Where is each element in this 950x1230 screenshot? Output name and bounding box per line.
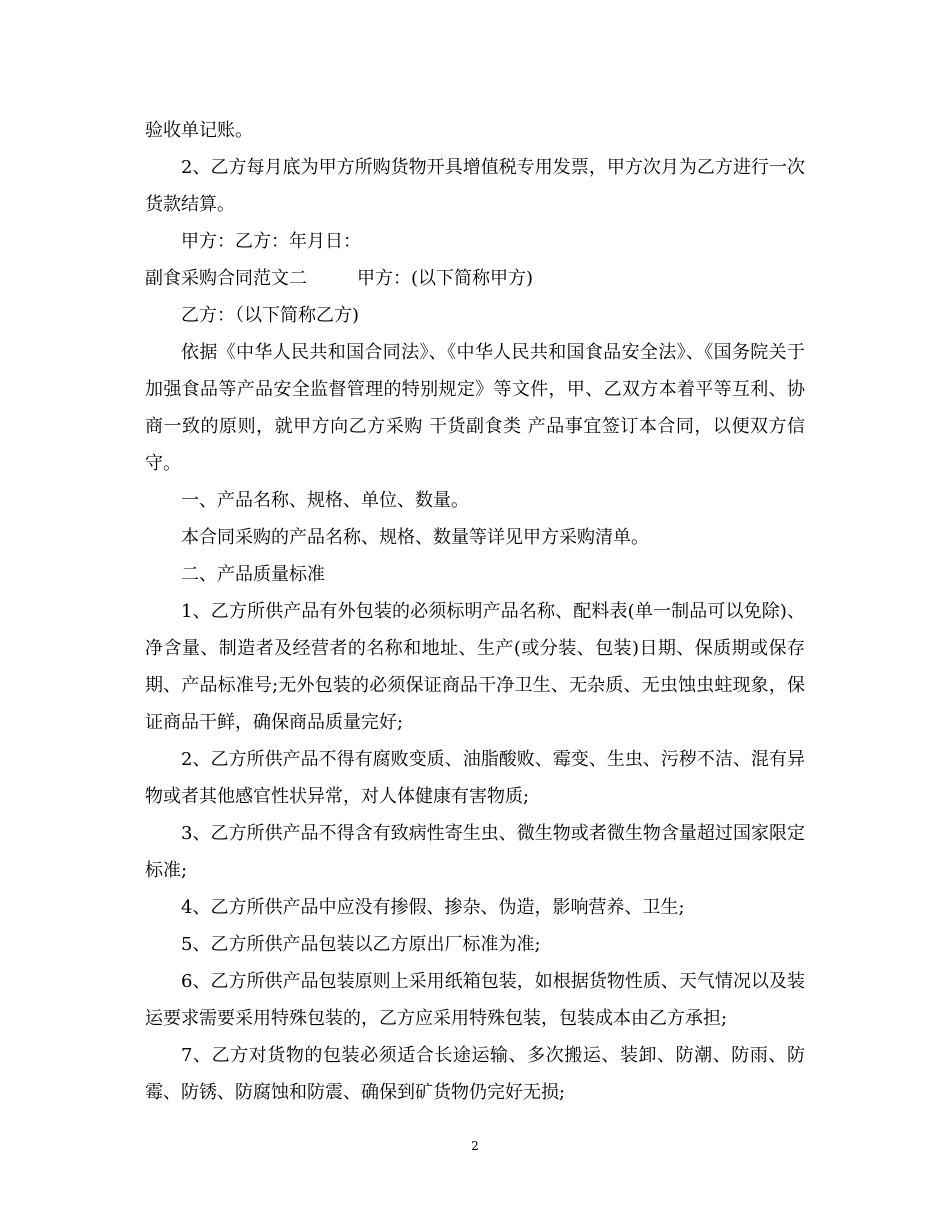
clause-5: 5、乙方所供产品包装以乙方原出厂标准为准; [181, 934, 541, 955]
paragraph-2: 2、乙方每月底为甲方所购货物开具增值税专用发票，甲方次月为乙方进行一次货款结算。 [145, 157, 805, 215]
signature-line: 甲方：乙方：年月日： [181, 231, 361, 252]
paragraph-1: 验收单记账。 [145, 120, 253, 141]
heading-line [145, 260, 805, 297]
clause-6: 6、乙方所供产品包装原则上采用纸箱包装，如根据货物性质、天气情况以及装运要求需要采用特殊包装的，乙方应采用特殊包装，包装成本由乙方承担; [145, 971, 805, 1029]
clause-1: 1、乙方所供产品有外包装的必须标明产品名称、配料表(单一制品可以免除)、净含量、制造者及经营者的名称和地址、生产(或分装、包装)日期、保质期或保存期、产品标准号;无外包装的必须保证商品干净卫生、无杂质、无虫蚀虫蛀现象，保证商品干鲜，确保商品质量完好; [145, 601, 805, 733]
party-a-label: 甲方：(以下简称甲方) [357, 268, 534, 289]
clause-4: 4、乙方所供产品中应没有掺假、掺杂、伪造，影响营养、卫生; [181, 897, 685, 918]
section-heading-1: 一、产品名称、规格、单位、数量。 [181, 490, 469, 511]
section-heading-2: 二、产品质量标准 [181, 564, 325, 585]
clause-2: 2、乙方所供产品不得有腐败变质、油脂酸败、霉变、生虫、污秽不洁、混有异物或者其他感官性状异常，对人体健康有害物质; [145, 749, 805, 807]
paragraph-product-list: 本合同采购的产品名称、规格、数量等详见甲方采购清单。 [181, 527, 649, 548]
clause-7: 7、乙方对货物的包装必须适合长途运输、多次搬运、装卸、防潮、防雨、防霉、防锈、防腐蚀和防震、确保到矿货物仍完好无损; [145, 1045, 805, 1103]
party-b-label: 乙方：（以下简称乙方) [181, 305, 360, 326]
document-body [145, 112, 805, 1111]
contract-title: 副食采购合同范文二 [145, 268, 307, 289]
page-number: 2 [471, 1139, 479, 1153]
preamble-paragraph: 依据《中华人民共和国合同法》、《中华人民共和国食品安全法》、《国务院关于加强食品等产品安全监督管理的特别规定》等文件，甲、乙双方本着平等互利、协商一致的原则，就甲方向乙方采购 干货副食类 产品事宜签订本合同，以便双方信守。 [145, 342, 805, 474]
clause-3: 3、乙方所供产品不得含有致病性寄生虫、微生物或者微生物含量超过国家限定标准; [145, 823, 805, 881]
